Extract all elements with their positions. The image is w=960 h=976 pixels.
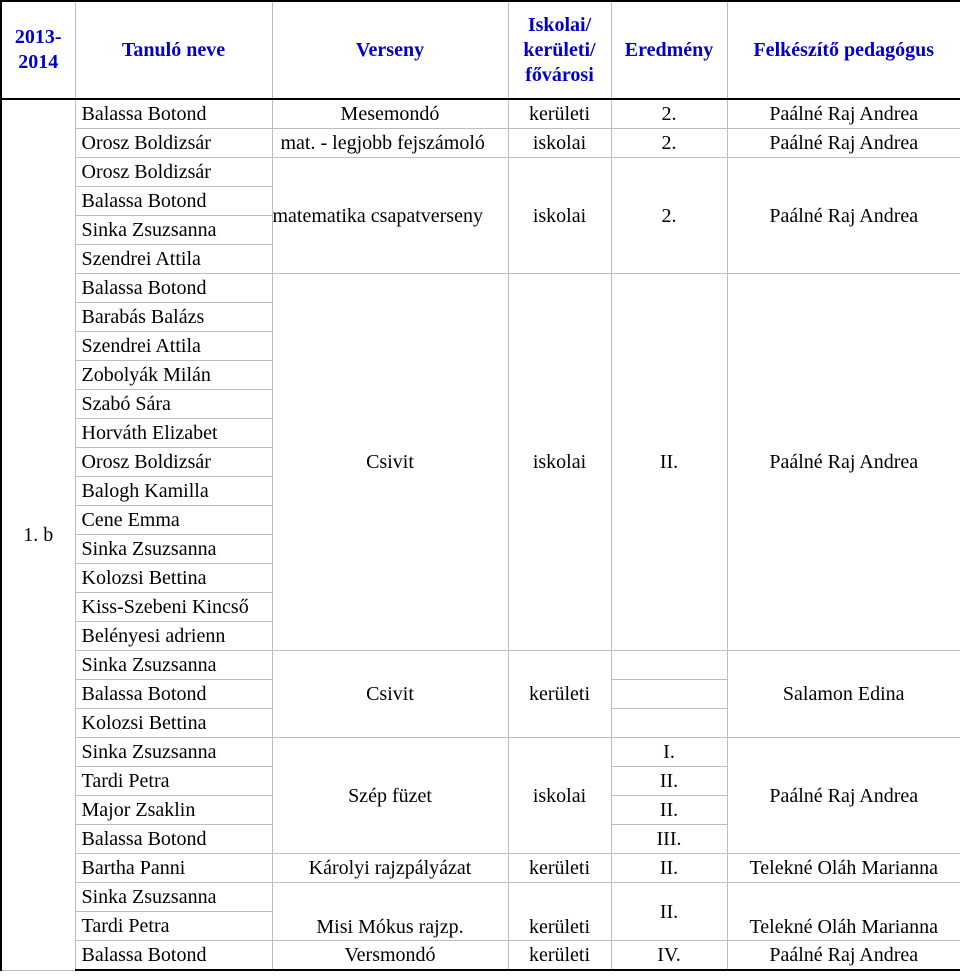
level-cell: kerületi (508, 651, 611, 738)
result-cell: 2. (611, 99, 727, 129)
competition-cell: Versmondó (272, 941, 508, 971)
teacher-cell: Paálné Raj Andrea (727, 129, 960, 158)
competition-cell: Misi Mókus rajzp. (272, 883, 508, 941)
student-name: Szabó Sára (75, 390, 272, 419)
table-row (1, 883, 960, 912)
student-name: Barabás Balázs (75, 303, 272, 332)
result-cell: 2. (611, 129, 727, 158)
student-name: Belényesi adrienn (75, 622, 272, 651)
result-cell (611, 709, 727, 738)
student-name: Kolozsi Bettina (75, 709, 272, 738)
student-name: Orosz Boldizsár (75, 448, 272, 477)
student-name: Sinka Zsuzsanna (75, 535, 272, 564)
teacher-cell: Paálné Raj Andrea (727, 99, 960, 129)
competition-cell: Csivit (272, 651, 508, 738)
competition-cell: Csivit (272, 274, 508, 651)
student-name: Major Zsaklin (75, 796, 272, 825)
level-cell: kerületi (508, 99, 611, 129)
level-cell: kerületi (508, 883, 611, 941)
table-row (1, 941, 960, 971)
student-name: Horváth Elizabet (75, 419, 272, 448)
student-name: Szendrei Attila (75, 245, 272, 274)
result-cell: II. (611, 274, 727, 651)
level-cell: iskolai (508, 738, 611, 854)
competition-cell: Mesemondó (272, 99, 508, 129)
header-student: Tanuló neve (75, 1, 272, 99)
teacher-cell: Paálné Raj Andrea (727, 158, 960, 274)
student-name: Balassa Botond (75, 825, 272, 854)
student-name: Orosz Boldizsár (75, 129, 272, 158)
header-competition: Verseny (272, 1, 508, 99)
teacher-cell: Salamon Edina (727, 651, 960, 738)
teacher-cell: Telekné Oláh Marianna (727, 854, 960, 883)
result-cell: II. (611, 796, 727, 825)
table-row (1, 158, 960, 187)
teacher-cell: Paálné Raj Andrea (727, 738, 960, 854)
table-row (1, 738, 960, 767)
student-name: Kiss-Szebeni Kincső (75, 593, 272, 622)
student-name: Sinka Zsuzsanna (75, 216, 272, 245)
result-cell: II. (611, 883, 727, 941)
result-cell: IV. (611, 941, 727, 971)
class-label: 1. b (1, 99, 75, 970)
student-name: Szendrei Attila (75, 332, 272, 361)
student-name: Balassa Botond (75, 941, 272, 971)
student-name: Zobolyák Milán (75, 361, 272, 390)
header-row (1, 1, 960, 99)
student-name: Balassa Botond (75, 274, 272, 303)
result-cell (611, 680, 727, 709)
student-name: Cene Emma (75, 506, 272, 535)
student-name: Tardi Petra (75, 767, 272, 796)
table-row (1, 274, 960, 303)
level-cell: iskolai (508, 129, 611, 158)
table-row (1, 854, 960, 883)
header-year: 2013-2014 (1, 1, 75, 99)
student-name: Balassa Botond (75, 680, 272, 709)
competition-cell: matematika csapatverseny (272, 158, 508, 274)
result-cell: II. (611, 767, 727, 796)
student-name: Kolozsi Bettina (75, 564, 272, 593)
student-name: Orosz Boldizsár (75, 158, 272, 187)
student-name: Balassa Botond (75, 99, 272, 129)
result-cell (611, 651, 727, 680)
student-name: Tardi Petra (75, 912, 272, 941)
level-cell: iskolai (508, 158, 611, 274)
competition-cell: Szép füzet (272, 738, 508, 854)
student-name: Sinka Zsuzsanna (75, 883, 272, 912)
result-cell: III. (611, 825, 727, 854)
student-name: Sinka Zsuzsanna (75, 738, 272, 767)
level-cell: iskolai (508, 274, 611, 651)
result-cell: II. (611, 854, 727, 883)
result-cell: 2. (611, 158, 727, 274)
competition-cell: mat. - legjobb fejszámoló (272, 129, 508, 158)
teacher-cell: Paálné Raj Andrea (727, 941, 960, 971)
table-row (1, 129, 960, 158)
student-name: Balogh Kamilla (75, 477, 272, 506)
result-cell: I. (611, 738, 727, 767)
competition-cell: Károlyi rajzpályázat (272, 854, 508, 883)
level-cell: kerületi (508, 854, 611, 883)
teacher-cell: Paálné Raj Andrea (727, 274, 960, 651)
table-row (1, 651, 960, 680)
table-row (1, 99, 960, 129)
teacher-cell: Telekné Oláh Marianna (727, 883, 960, 941)
student-name: Bartha Panni (75, 854, 272, 883)
level-cell: kerületi (508, 941, 611, 971)
student-name: Sinka Zsuzsanna (75, 651, 272, 680)
header-result: Eredmény (611, 1, 727, 99)
header-teacher: Felkészítő pedagógus (727, 1, 960, 99)
student-name: Balassa Botond (75, 187, 272, 216)
header-level: Iskolai/ kerületi/ fővárosi (508, 1, 611, 99)
